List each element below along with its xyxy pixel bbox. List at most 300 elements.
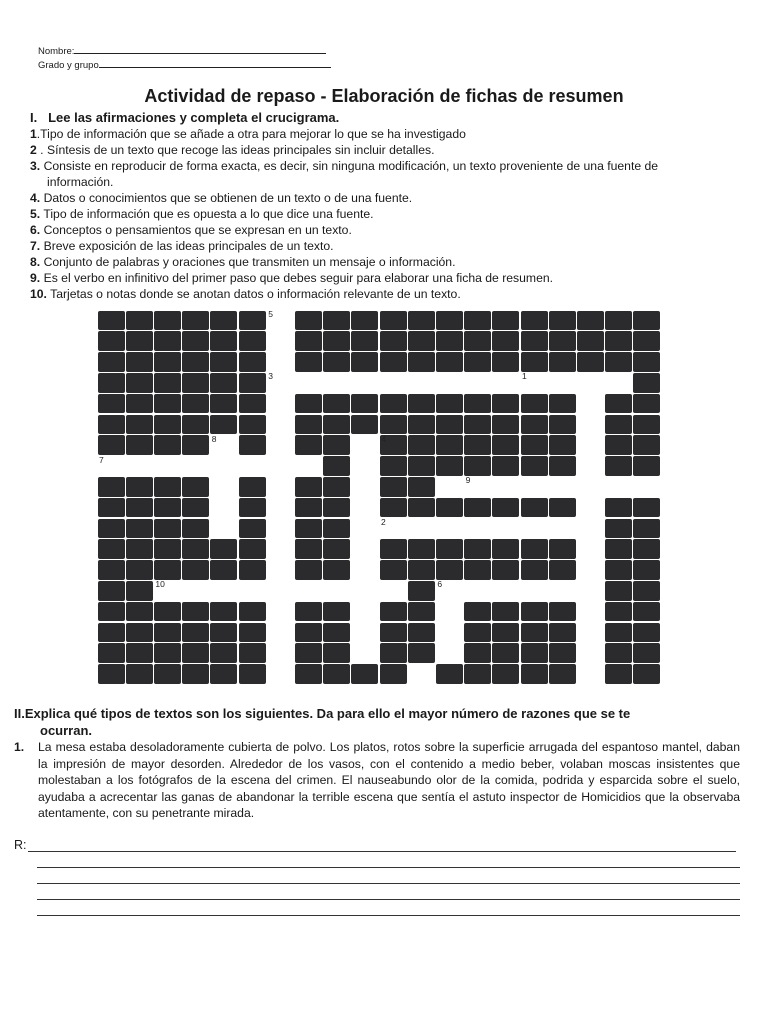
crossword-cell-blocked (380, 331, 407, 351)
crossword-cell-input[interactable] (407, 664, 435, 685)
crossword-cell-input[interactable] (576, 435, 604, 456)
crossword-cell-blocked (492, 539, 519, 559)
clue-text: Datos o conocimientos que se obtienen de un texto o de una fuente. (43, 191, 413, 205)
crossword-cell-input[interactable] (97, 456, 125, 477)
crossword-cell-blocked (549, 560, 576, 580)
crossword-cell-blocked (323, 643, 350, 663)
crossword-cell-blocked (436, 394, 463, 414)
crossword-cell-input[interactable] (548, 518, 576, 539)
crossword-cell-blocked (408, 477, 435, 497)
crossword-cell-blocked (98, 498, 125, 518)
crossword-cell-blocked (577, 352, 604, 372)
clue-item (30, 190, 720, 206)
crossword-cell-blocked (408, 623, 435, 643)
crossword-cell-input[interactable] (210, 518, 238, 539)
crossword-cell-blocked (323, 435, 350, 455)
crossword-cell-input[interactable] (266, 580, 294, 601)
section-2-line-2: ocurran. (40, 723, 93, 738)
crossword-cell-input[interactable] (492, 476, 520, 497)
crossword-cell-blocked (98, 477, 125, 497)
crossword-cell-blocked (380, 435, 407, 455)
crossword-clue-number: 7 (99, 454, 104, 465)
crossword-cell-blocked (492, 560, 519, 580)
crossword-cell-blocked (549, 664, 576, 684)
crossword-cell-input[interactable] (520, 476, 548, 497)
crossword-cell-input[interactable] (435, 580, 463, 601)
clue-number: 5. (30, 207, 41, 221)
crossword-cell-blocked (408, 560, 435, 580)
crossword-cell-blocked (210, 352, 237, 372)
crossword-cell-blocked (295, 498, 322, 518)
crossword-cell-input[interactable] (492, 372, 520, 393)
crossword-cell-blocked (239, 352, 266, 372)
answer-line[interactable] (28, 851, 736, 852)
clue-item (30, 222, 720, 238)
crossword-cell-blocked (323, 560, 350, 580)
crossword-cell-input[interactable] (323, 580, 351, 601)
crossword-cell-blocked (295, 435, 322, 455)
crossword-cell-blocked (295, 331, 322, 351)
crossword-cell-blocked (605, 415, 632, 435)
crossword-cell-input[interactable] (633, 476, 661, 497)
crossword-cell-input[interactable] (464, 372, 492, 393)
crossword-cell-blocked (323, 539, 350, 559)
crossword-cell-blocked (605, 435, 632, 455)
crossword-cell-input[interactable] (548, 580, 576, 601)
crossword-cell-input[interactable] (266, 352, 294, 373)
crossword-cell-blocked (98, 643, 125, 663)
crossword-cell-blocked (154, 373, 181, 393)
crossword-cell-blocked (154, 519, 181, 539)
answer-line[interactable] (37, 883, 740, 884)
crossword-cell-input[interactable] (266, 622, 294, 643)
crossword-cell-blocked (323, 519, 350, 539)
crossword-cell-input[interactable] (576, 414, 604, 435)
clue-item (30, 254, 720, 270)
crossword-cell-blocked (633, 581, 660, 601)
crossword-cell-input[interactable] (351, 601, 379, 622)
crossword-cell-blocked (295, 477, 322, 497)
crossword-cell-input[interactable] (266, 456, 294, 477)
crossword-clue-number: 9 (465, 475, 471, 486)
crossword-cell-blocked (605, 498, 632, 518)
crossword-cell-blocked (182, 435, 209, 455)
crossword-cell-blocked (126, 498, 153, 518)
crossword-cell-input[interactable] (266, 372, 294, 393)
crossword-cell-blocked (633, 311, 660, 331)
clue-item (30, 286, 720, 302)
crossword-cell-blocked (210, 331, 237, 351)
crossword-cell-blocked (492, 602, 519, 622)
crossword-cell-blocked (633, 602, 660, 622)
crossword-cell-blocked (154, 435, 181, 455)
crossword-cell-input[interactable] (576, 372, 604, 393)
crossword-cell-input[interactable] (238, 456, 266, 477)
page-title: Actividad de repaso - Elaboración de fichas de resumen (144, 86, 624, 106)
crossword-cell-blocked (182, 539, 209, 559)
crossword-cell-blocked (436, 331, 463, 351)
clue-item (30, 126, 720, 142)
crossword-cell-blocked (239, 623, 266, 643)
crossword-cell-blocked (549, 394, 576, 414)
crossword-cell-blocked (464, 643, 491, 663)
clue-text-continued: información. (47, 175, 114, 189)
crossword-cell-blocked (323, 331, 350, 351)
crossword-cell-blocked (464, 602, 491, 622)
crossword-cell-blocked (521, 623, 548, 643)
crossword-cell-input[interactable] (576, 622, 604, 643)
crossword-cell-input[interactable] (464, 580, 492, 601)
crossword-cell-input[interactable] (351, 580, 379, 601)
crossword-cell-blocked (182, 331, 209, 351)
crossword-cell-input[interactable] (153, 456, 181, 477)
crossword-cell-blocked (154, 602, 181, 622)
crossword-cell-input[interactable] (548, 372, 576, 393)
nombre-label: Nombre: (38, 46, 75, 57)
crossword-cell-blocked (464, 664, 491, 684)
crossword-cell-blocked (239, 498, 266, 518)
crossword-cell-blocked (436, 415, 463, 435)
crossword-cell-blocked (380, 623, 407, 643)
crossword-cell-blocked (126, 311, 153, 331)
crossword-cell-blocked (323, 623, 350, 643)
crossword-cell-input[interactable] (407, 372, 435, 393)
crossword-cell-blocked (182, 373, 209, 393)
crossword-cell-input[interactable] (351, 643, 379, 664)
crossword-cell-input[interactable] (407, 518, 435, 539)
crossword-cell-input[interactable] (266, 560, 294, 581)
crossword-cell-blocked (605, 560, 632, 580)
crossword-cell-blocked (380, 415, 407, 435)
crossword-cell-input[interactable] (435, 372, 463, 393)
crossword-cell-blocked (549, 435, 576, 455)
crossword-cell-blocked (98, 581, 125, 601)
crossword-cell-input[interactable] (576, 456, 604, 477)
crossword-cell-blocked (521, 394, 548, 414)
crossword-cell-input[interactable] (266, 601, 294, 622)
crossword-cell-blocked (182, 352, 209, 372)
crossword-cell-blocked (323, 664, 350, 684)
crossword-cell-blocked (98, 623, 125, 643)
crossword-cell-blocked (492, 623, 519, 643)
section-1-number: I. (30, 110, 38, 125)
crossword-cell-blocked (464, 623, 491, 643)
crossword-cell-input[interactable] (379, 372, 407, 393)
crossword-cell-input[interactable] (520, 372, 548, 393)
nombre-field[interactable] (38, 44, 326, 57)
crossword-cell-input[interactable] (576, 601, 604, 622)
crossword-cell-input[interactable] (351, 518, 379, 539)
crossword-cell-blocked (492, 435, 519, 455)
crossword-cell-blocked (210, 664, 237, 684)
crossword-cell-blocked (492, 643, 519, 663)
crossword-cell-input[interactable] (210, 476, 238, 497)
crossword-cell-blocked (605, 602, 632, 622)
crossword-cell-blocked (605, 664, 632, 684)
answer-line[interactable] (37, 899, 740, 900)
crossword-cell-input[interactable] (576, 580, 604, 601)
crossword-cell-input[interactable] (351, 497, 379, 518)
clue-text: Breve exposición de las ideas principales de un texto. (43, 239, 334, 253)
crossword-cell-blocked (98, 602, 125, 622)
clue-text: Tipo de información que se añade a otra para mejorar lo que se ha investigado (40, 127, 466, 141)
crossword-cell-input[interactable] (576, 518, 604, 539)
crossword-cell-blocked (549, 623, 576, 643)
crossword-cell-input[interactable] (576, 393, 604, 414)
crossword-cell-input[interactable] (379, 518, 407, 539)
crossword-cell-input[interactable] (576, 664, 604, 685)
crossword-cell-input[interactable] (266, 331, 294, 352)
crossword-cell-blocked (436, 498, 463, 518)
answer-line[interactable] (37, 915, 740, 916)
clue-separator: . (36, 127, 41, 141)
crossword-cell-blocked (239, 519, 266, 539)
crossword-cell-input[interactable] (548, 476, 576, 497)
answer-line[interactable] (37, 867, 740, 868)
crossword-cell-blocked (182, 602, 209, 622)
crossword-cell-blocked (605, 519, 632, 539)
clue-number: 8. (30, 255, 41, 269)
crossword-cell-blocked (154, 352, 181, 372)
crossword-cell-blocked (154, 477, 181, 497)
crossword-cell-input[interactable] (464, 518, 492, 539)
clue-text: Tarjetas o notas donde se anotan datos o información relevante de un texto. (50, 287, 461, 301)
crossword-cell-blocked (633, 394, 660, 414)
crossword-cell-input[interactable] (266, 414, 294, 435)
crossword-cell-blocked (210, 373, 237, 393)
crossword-cell-input[interactable] (492, 580, 520, 601)
crossword-cell-input[interactable] (294, 456, 322, 477)
crossword-cell-input[interactable] (605, 372, 633, 393)
crossword-cell-blocked (492, 456, 519, 476)
crossword-cell-input[interactable] (576, 476, 604, 497)
crossword-cell-blocked (126, 435, 153, 455)
crossword-cell-input[interactable] (210, 580, 238, 601)
crossword-cell-blocked (408, 311, 435, 331)
crossword-cell-blocked (577, 331, 604, 351)
crossword-cell-blocked (295, 394, 322, 414)
crossword-cell-blocked (380, 643, 407, 663)
clue-item (30, 270, 720, 286)
crossword-cell-blocked (323, 456, 350, 476)
crossword-cell-blocked (182, 415, 209, 435)
crossword-cell-input[interactable] (435, 601, 463, 622)
crossword-cell-blocked (464, 560, 491, 580)
crossword-cell-blocked (464, 311, 491, 331)
crossword-cell-blocked (126, 352, 153, 372)
crossword-cell-blocked (126, 415, 153, 435)
crossword-cell-blocked (633, 352, 660, 372)
crossword-cell-blocked (126, 581, 153, 601)
crossword-cell-blocked (210, 643, 237, 663)
crossword-cell-blocked (549, 539, 576, 559)
crossword-cell-input[interactable] (351, 622, 379, 643)
grado-label: Grado y grupo (38, 60, 99, 71)
section-2-line-1: II.Explica qué tipos de textos son los siguientes. Da para ello el mayor número de razones que se te (14, 706, 631, 721)
section-2-heading (14, 705, 734, 739)
crossword-cell-blocked (351, 352, 378, 372)
crossword-cell-blocked (295, 352, 322, 372)
crossword-cell-blocked (408, 331, 435, 351)
crossword-cell-input[interactable] (435, 476, 463, 497)
crossword-cell-input[interactable] (435, 518, 463, 539)
clue-item (30, 206, 720, 222)
crossword-cell-blocked (605, 352, 632, 372)
crossword-cell-blocked (323, 602, 350, 622)
crossword-cell-blocked (323, 352, 350, 372)
crossword-cell-blocked (210, 602, 237, 622)
crossword-cell-blocked (210, 311, 237, 331)
crossword-cell-blocked (210, 394, 237, 414)
crossword-cell-input[interactable] (605, 476, 633, 497)
crossword-cell-blocked (380, 456, 407, 476)
crossword-cell-input[interactable] (210, 456, 238, 477)
crossword-cell-blocked (521, 311, 548, 331)
crossword-clue-number: 8 (211, 433, 217, 444)
crossword-cell-input[interactable] (520, 580, 548, 601)
crossword-cell-input[interactable] (153, 580, 181, 601)
crossword-cell-blocked (633, 498, 660, 518)
crossword-cell-blocked (126, 519, 153, 539)
crossword-cell-blocked (98, 352, 125, 372)
crossword-cell-input[interactable] (492, 518, 520, 539)
crossword-cell-blocked (633, 539, 660, 559)
crossword-cell-blocked (408, 435, 435, 455)
crossword-cell-input[interactable] (266, 518, 294, 539)
crossword-cell-blocked (380, 311, 407, 331)
crossword-cell-blocked (182, 394, 209, 414)
crossword-cell-blocked (126, 477, 153, 497)
clue-separator: . (36, 143, 47, 157)
crossword-clue-number: 1 (522, 371, 527, 382)
grado-field[interactable] (38, 58, 331, 71)
crossword-cell-blocked (605, 456, 632, 476)
clue-text: Síntesis de un texto que recoge las ideas principales sin incluir detalles. (46, 143, 435, 157)
crossword-cell-blocked (239, 415, 266, 435)
crossword-cell-input[interactable] (351, 435, 379, 456)
crossword-cell-blocked (239, 477, 266, 497)
crossword-cell-blocked (408, 415, 435, 435)
crossword-cell-blocked (154, 498, 181, 518)
crossword-cell-blocked (154, 331, 181, 351)
crossword-cell-blocked (464, 498, 491, 518)
crossword-cell-blocked (182, 623, 209, 643)
crossword-cell-input[interactable] (351, 539, 379, 560)
clue-number: 3. (30, 159, 41, 173)
crossword-cell-blocked (380, 602, 407, 622)
crossword-cell-input[interactable] (464, 476, 492, 497)
crossword-cell-input[interactable] (435, 622, 463, 643)
crossword-cell-input[interactable] (266, 476, 294, 497)
crossword-cell-input[interactable] (125, 456, 153, 477)
crossword-cell-input[interactable] (323, 372, 351, 393)
crossword-cell-input[interactable] (351, 560, 379, 581)
crossword-cell-blocked (98, 519, 125, 539)
passage-number: 1. (14, 740, 25, 754)
crossword-cell-blocked (436, 560, 463, 580)
crossword-cell-blocked (323, 498, 350, 518)
crossword-cell-input[interactable] (294, 580, 322, 601)
crossword-cell-input[interactable] (379, 580, 407, 601)
crossword-cell-input[interactable] (182, 580, 210, 601)
crossword-cell-input[interactable] (294, 372, 322, 393)
crossword-cell-blocked (492, 415, 519, 435)
crossword-cell-input[interactable] (266, 539, 294, 560)
crossword-cell-blocked (436, 352, 463, 372)
crossword-cell-input[interactable] (210, 497, 238, 518)
crossword-cell-blocked (98, 394, 125, 414)
grado-line[interactable] (99, 58, 331, 68)
crossword-cell-blocked (239, 643, 266, 663)
crossword-cell-input[interactable] (238, 580, 266, 601)
crossword-cell-input[interactable] (266, 310, 294, 331)
crossword-cell-blocked (126, 643, 153, 663)
crossword-cell-input[interactable] (576, 643, 604, 664)
crossword-cell-input[interactable] (266, 664, 294, 685)
crossword-cell-blocked (295, 623, 322, 643)
crossword-cell-blocked (239, 331, 266, 351)
crossword-cell-input[interactable] (576, 497, 604, 518)
crossword-cell-blocked (633, 415, 660, 435)
crossword-cell-blocked (633, 331, 660, 351)
crossword-cell-input[interactable] (266, 435, 294, 456)
crossword-cell-blocked (239, 664, 266, 684)
nombre-line[interactable] (74, 44, 326, 54)
crossword-cell-input[interactable] (435, 643, 463, 664)
crossword-cell-input[interactable] (182, 456, 210, 477)
crossword-cell-blocked (239, 373, 266, 393)
crossword-cell-blocked (154, 394, 181, 414)
crossword-cell-blocked (295, 519, 322, 539)
crossword-cell-blocked (154, 415, 181, 435)
crossword-cell-blocked (98, 664, 125, 684)
crossword-cell-blocked (408, 643, 435, 663)
crossword-cell-blocked (126, 664, 153, 684)
crossword-cell-blocked (605, 311, 632, 331)
crossword-cell-input[interactable] (576, 560, 604, 581)
crossword-cell-input[interactable] (266, 643, 294, 664)
crossword-cell-input[interactable] (266, 393, 294, 414)
crossword-cell-blocked (98, 311, 125, 331)
crossword-cell-input[interactable] (210, 435, 238, 456)
crossword-cell-blocked (633, 560, 660, 580)
crossword-cell-blocked (295, 560, 322, 580)
crossword-cell-blocked (182, 311, 209, 331)
crossword-cell-input[interactable] (351, 456, 379, 477)
crossword-cell-blocked (295, 664, 322, 684)
crossword-cell-blocked (239, 311, 266, 331)
crossword-clue-number: 3 (268, 371, 273, 382)
crossword-cell-input[interactable] (351, 476, 379, 497)
crossword-cell-blocked (464, 394, 491, 414)
crossword-cell-blocked (521, 643, 548, 663)
crossword-cell-blocked (464, 456, 491, 476)
crossword-cell-blocked (323, 477, 350, 497)
crossword-cell-blocked (633, 435, 660, 455)
crossword-cell-blocked (408, 581, 435, 601)
crossword-cell-blocked (633, 643, 660, 663)
crossword-cell-blocked (351, 331, 378, 351)
crossword-cell-input[interactable] (351, 372, 379, 393)
crossword-clue-number: 2 (381, 517, 386, 527)
crossword-cell-input[interactable] (576, 539, 604, 560)
crossword-cell-blocked (239, 560, 266, 580)
crossword-cell-input[interactable] (266, 497, 294, 518)
crossword-cell-blocked (408, 394, 435, 414)
crossword-cell-input[interactable] (520, 518, 548, 539)
crossword-cell-blocked (98, 415, 125, 435)
crossword-cell-blocked (492, 394, 519, 414)
